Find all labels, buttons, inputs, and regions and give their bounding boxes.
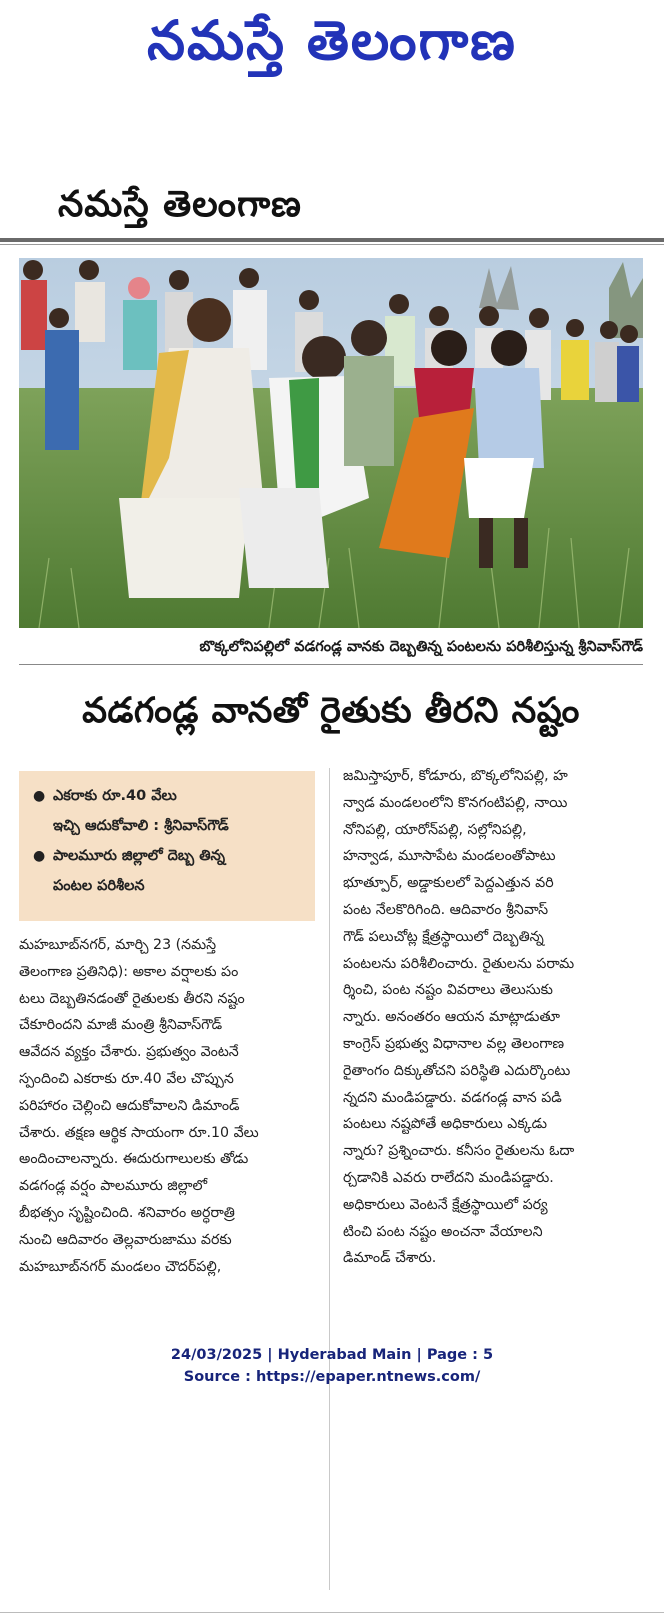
body-line: తెలంగాణ ప్రతినిధి): అకాల వర్షాలకు పం	[19, 963, 239, 980]
body-line: ర్శించి, పంట నష్టం వివరాలు తెలుసుకు	[343, 982, 553, 999]
source-link[interactable]: Source : https://epaper.ntnews.com/	[183, 1369, 481, 1385]
logo-text: నమస్తే తెలంగాణ	[147, 9, 517, 72]
body-line: పంటలు నష్టపోతే అధికారులు ఎక్కడు	[343, 1116, 547, 1133]
body-line: న్నారు? ప్రశ్నించారు. కనీసం రైతులను ఓదా	[343, 1143, 575, 1160]
body-line: బీభత్సం సృష్టించింది. శనివారం అర్ధరాత్రి	[19, 1204, 235, 1221]
body-line: హన్వాడ, మూసాపేట మండలంతోపాటు	[343, 848, 556, 865]
body-line: జమిస్తాపూర్, కోడూరు, బొక్కలోనిపల్లి, హ	[343, 768, 568, 784]
highlight-line: ఇచ్చి ఆదుకోవాలి : శ్రీనివాస్‌గౌడ్	[53, 818, 229, 834]
photo-caption: బొక్కలోనిపల్లిలో వడగండ్ల వానకు దెబ్బతిన్న పంటలను పరిశీలిస్తున్న శ్రీనివాస్‌గౌడ్	[199, 639, 643, 655]
body-line: పంటలను పరిశీలించారు. రైతులను పరామ	[343, 955, 575, 972]
edition-info: 24/03/2025 | Hyderabad Main | Page : 5	[170, 1347, 494, 1363]
body-line: డిమాండ్ చేశారు.	[343, 1250, 437, 1267]
body-line: భూత్పూర్, అడ్డాకులలో పెద్దఎత్తున వరి	[343, 875, 554, 892]
body-line: ర్చడానికి ఎవరు రాలేదని మండిపడ్డారు.	[343, 1169, 554, 1186]
header-rule	[0, 238, 664, 242]
caption-divider	[19, 664, 643, 665]
article-column-right	[343, 763, 643, 1272]
body-line: మహబూబ్‌నగర్, మార్చి 23 (నమస్తే	[19, 937, 217, 953]
header-rule-thin	[0, 244, 664, 245]
body-line: చేశారు. తక్షణ ఆర్థిక సాయంగా రూ.10 వేలు	[19, 1124, 259, 1141]
highlight-line: పంటల పరిశీలన	[53, 878, 145, 894]
page-footer	[0, 1344, 664, 1388]
body-line: నోనిపల్లి, యారోన్‌పల్లి, సల్లోనిపల్లి,	[343, 821, 527, 838]
highlight-line: పాలమూరు జిల్లాలో దెబ్బ తిన్న	[53, 848, 226, 864]
body-line: న్నదని మండిపడ్డారు. వడగండ్ల వాన పడి	[343, 1089, 562, 1106]
newspaper-name: నమస్తే తెలంగాణ	[58, 184, 302, 225]
highlights-list	[19, 771, 315, 901]
body-line: ఆవేదన వ్యక్తం చేశారు. ప్రభుత్వం వెంటనే	[19, 1044, 239, 1061]
highlights-box	[19, 771, 315, 921]
body-line: గౌడ్ పలుచోట్ల క్షేత్రస్థాయిలో దెబ్బతిన్న	[343, 928, 544, 945]
article-headline: వడగండ్ల వానతో రైతుకు తీరని నష్టం	[82, 691, 580, 731]
article-column-left	[19, 932, 315, 1280]
body-line: అందించాలన్నారు. ఈదురుగాలులకు తోడు	[19, 1151, 249, 1168]
highlight-line: ఎకరాకు రూ.40 వేలు	[53, 788, 177, 804]
body-line: టించి పంట నష్టం అంచనా వేయాలని	[343, 1223, 543, 1240]
body-line: టలు దెబ్బతినడంతో రైతులకు తీరని నష్టం	[19, 990, 245, 1007]
body-line: రైతాంగం దిక్కుతోచని పరిస్థితి ఎదుర్కొంటు	[343, 1062, 571, 1079]
body-line: కాంగ్రెస్ ప్రభుత్వ విధానాల వల్ల తెలంగాణ	[343, 1035, 565, 1052]
body-line: అధికారులు వెంటనే క్షేత్రస్థాయిలో పర్య	[343, 1196, 548, 1213]
body-line: న్వాడ మండలంలోని కొనగంటిపల్లి, నాయి	[343, 794, 568, 811]
body-line: వడగండ్ల వర్షం పాలమూరు జిల్లాలో	[19, 1178, 208, 1195]
body-line: స్పందించి ఎకరాకు రూ.40 వేల చొప్పున	[19, 1070, 234, 1087]
body-line: నుంచి ఆదివారం తెల్లవారుజాము వరకు	[19, 1231, 232, 1248]
masthead-logo	[0, 0, 664, 90]
body-line: పరిహారం చెల్లించి ఆదుకోవాలని డిమాండ్	[19, 1097, 240, 1114]
body-line: న్నారు. అనంతరం ఆయన మాట్లాడుతూ	[343, 1009, 560, 1026]
highlight-item	[31, 781, 307, 841]
bullet-icon: ●	[33, 788, 46, 804]
news-photo	[19, 258, 643, 628]
body-line: మహబూబ్‌నగర్ మండలం చౌదర్‌పల్లి,	[19, 1258, 222, 1275]
body-line: పంట నేలకొరిగింది. ఆదివారం శ్రీనివాస్	[343, 901, 549, 918]
highlight-item	[31, 841, 307, 901]
body-line: చేకూరిందని మాజీ మంత్రి శ్రీనివాస్‌గౌడ్	[19, 1017, 223, 1034]
bullet-icon: ●	[33, 848, 46, 864]
column-divider	[329, 768, 330, 1590]
